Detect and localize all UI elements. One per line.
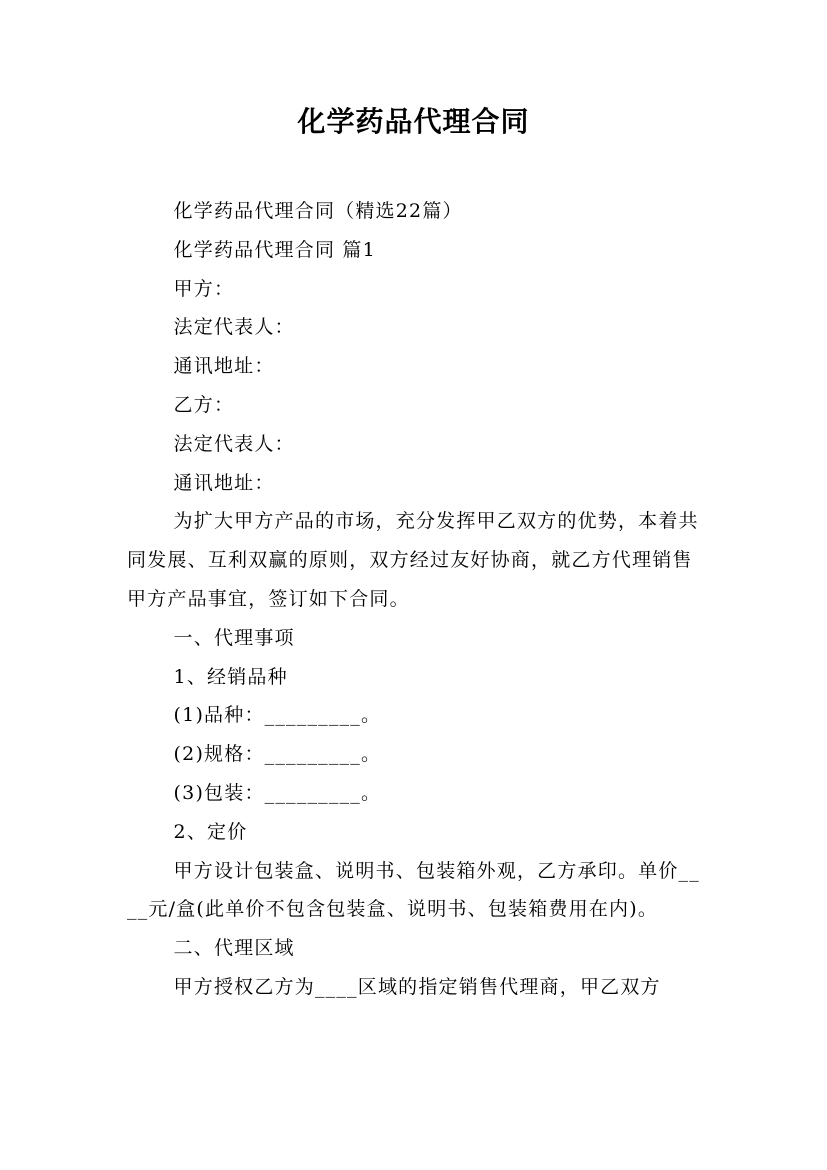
clause-heading: 二、代理区域: [173, 937, 295, 960]
document-title: 化学药品代理合同: [297, 105, 530, 138]
pricing-paragraph: 甲方设计包装盒、说明书、包装箱外观，乙方承印。单价____元/盒(此单价不包含包装盒、说明书、包装箱费用在内)。: [127, 859, 700, 921]
legal-rep-label: 法定代表人：: [173, 316, 295, 339]
subtitle-paragraph: 化学药品代理合同（精选22篇）: [173, 200, 463, 222]
sub-clause-heading: 1、经销品种: [173, 665, 288, 688]
legal-rep-label: 法定代表人：: [173, 432, 295, 455]
clause-item: (3)包装：_________。: [173, 781, 382, 804]
clause-heading: 一、代理事项: [173, 626, 295, 649]
party-a-label: 甲方：: [173, 277, 235, 300]
sub-clause-heading: 2、定价: [173, 820, 248, 843]
region-paragraph: 甲方授权乙方为____区域的指定销售代理商，甲乙双方: [173, 975, 661, 998]
address-label: 通讯地址：: [173, 355, 275, 378]
clause-item: (1)品种：_________。: [173, 704, 382, 727]
intro-paragraph: 为扩大甲方产品的市场，充分发挥甲乙双方的优势，本着共同发展、互利双赢的原则，双方经过友好协商，就乙方代理销售甲方产品事宜，签订如下合同。: [127, 510, 699, 610]
document-body: [127, 192, 705, 1007]
section-heading: 化学药品代理合同 篇1: [173, 238, 376, 261]
clause-item: (2)规格：_________。: [173, 743, 382, 766]
party-b-label: 乙方：: [173, 393, 235, 416]
address-label: 通讯地址：: [173, 471, 275, 494]
